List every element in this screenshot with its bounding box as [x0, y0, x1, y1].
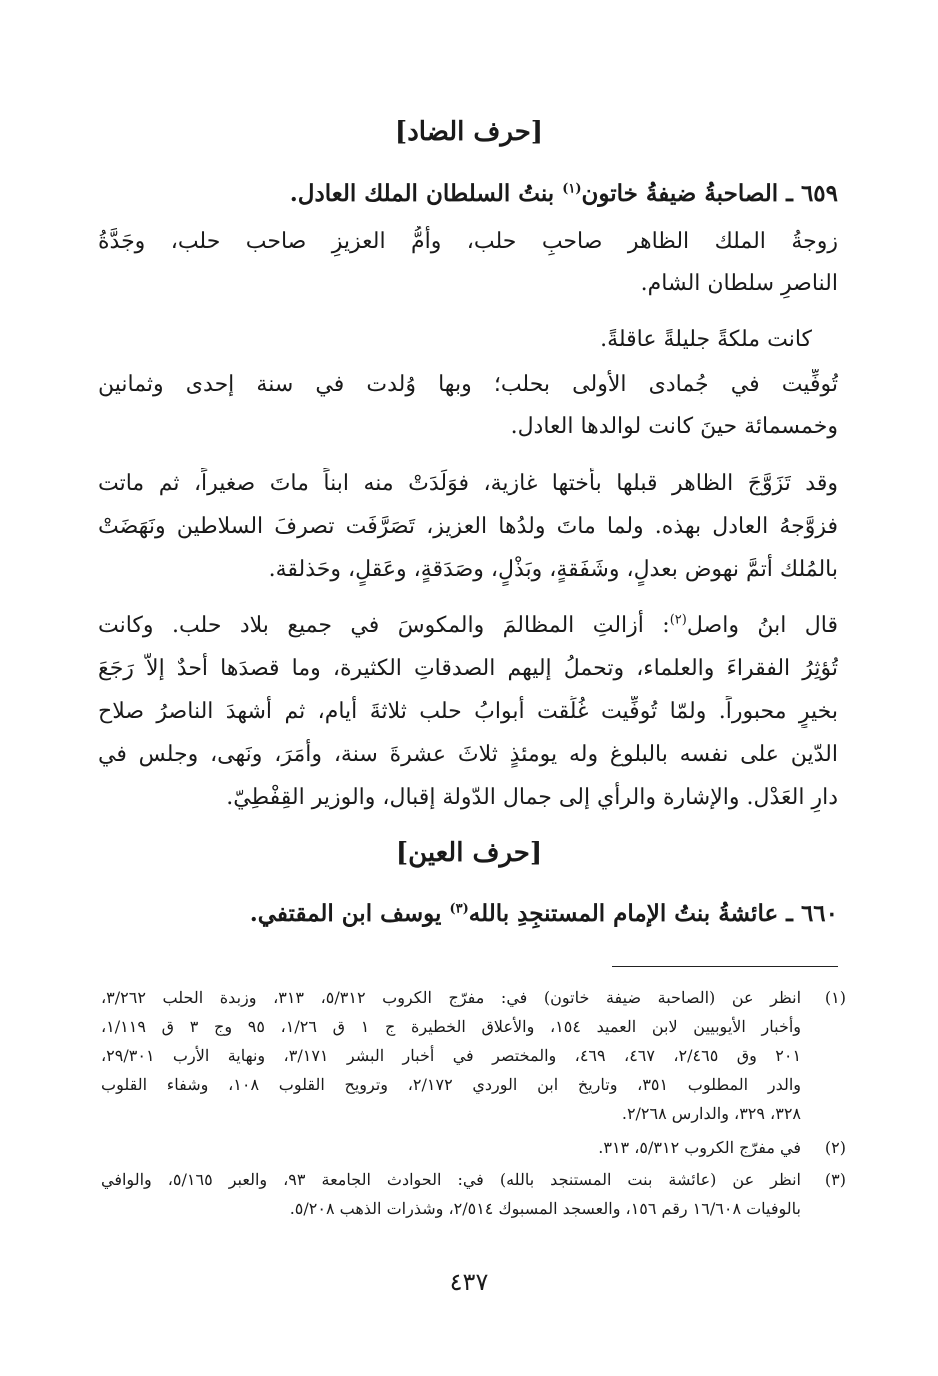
page-number: ٤٣٧ [449, 1268, 489, 1296]
footnote-ref-3[interactable]: (٣) [449, 901, 469, 917]
entry-660-name: ٦٦٠ ـ عائشةُ بنتُ الإمام المستنجِدِ بالله [468, 900, 838, 927]
paragraph-line: دارِ العَدْل. والإشارة والرأي إلى جمال الدّولة إقبال، والوزير القِفْطِيّ. [226, 785, 838, 810]
entry-660-title [250, 897, 838, 931]
paragraph-line: وخمسمائة حينَ كانت لوالدها العادل. [510, 414, 838, 439]
footnote-line: وأخبار الأيوبيين لابن العميد ١٥٤، والأعلاق الخطيرة ج ١ ق ١/٢٦، ٩٥ وج ٣ ق ١/١١٩، [101, 1017, 801, 1036]
footnote-line: انظر عن (الصاحبة ضيفة خاتون) في: مفرّج الكروب ٥/٣١٢، ٣١٣، وزبدة الحلب ٣/٢٦٢، [101, 988, 801, 1007]
footnote-line: في مفرّج الكروب ٥/٣١٢، ٣١٣. [598, 1138, 801, 1157]
paragraph-line: وقد تَزَوَّجَ الظاهر قبلها بأختها غازية، فوَلَدَتْ منه ابناً ماتَ صغيراً، ثم ماتت [98, 471, 838, 496]
paragraph-line: فزوَّجهُ العادل بهذه. ولما ماتَ ولدُها العزيز، تَصَرَّفَت تصرفَ السلاطين ونَهَضَتْ [98, 514, 838, 539]
paragraph-line: تُوفِّيت في جُمادى الأولى بحلب؛ وبها وُلدت في سنة إحدى وثمانين [98, 372, 838, 397]
paragraph-line: تُؤثِرُ الفقراءَ والعلماء، وتحملُ إليهم الصدقاتِ الكثيرة، وما قصدَها أحدٌ إلاّ رَجَعَ [98, 656, 838, 681]
paragraph-line: الدّين على نفسه بالبلوغ وله يومئذٍ ثلاثَ عشرةَ سنة، وأمَرَ، ونَهى، وجلس في [98, 742, 838, 767]
paragraph-line: الناصرِ سلطان الشام. [640, 271, 838, 296]
footnote-ref-1[interactable]: (١) [562, 181, 582, 197]
footnote-number: (٣) [824, 1170, 846, 1189]
paragraph-line: كانت ملكةً جليلةً عاقلةً. [600, 327, 812, 352]
footnote-line: والدر المطلوب ٣٥١، وتاريخ ابن الوردي ٢/١٧٢، وترويح القلوب ١٠٨، وشفاء القلوب [101, 1075, 801, 1094]
paragraph-line: بخيرٍ محبوراً. ولمّا تُوفِّيت غُلِّقت أبوابُ حلب ثلاثةَ أيام، ثم أشهدَ الناصرُ صلاح [98, 699, 838, 724]
footnote-line: ٢٠١ وق ٢/٤٦٥، ٤٦٧، ٤٦٩، والمختصر في أخبار البشر ٣/١٧١، ونهاية الأرب ٢٩/٣٠١، [101, 1046, 801, 1065]
footnote-ref-2[interactable]: (٢) [669, 612, 687, 628]
entry-659-name: ٦٥٩ ـ الصاحبةُ ضيفةُ خاتون [581, 180, 838, 207]
entry-659-name-rest: بنتُ السلطان الملك العادل. [289, 180, 563, 207]
footnote-number: (١) [824, 988, 846, 1007]
paragraph-line: بالمُلك أتمَّ نهوض بعدلٍ، وشَفَقةٍ، وبَذْلٍ، وصَدَقةٍ، وعَقلٍ، وحَذلقة. [268, 557, 838, 582]
section-heading-ayn: [حرف العين] [395, 838, 543, 868]
footnote-line: انظر عن (عائشة بنت المستنجد بالله) في: الحوادث الجامعة ٩٣، والعبر ٥/١٦٥، والوافي [101, 1170, 801, 1189]
entry-659-title [290, 177, 838, 211]
footnote-number: (٢) [824, 1138, 846, 1157]
footnote-line: ٣٢٨، ٣٢٩، والدارس ٢/٢٦٨. [621, 1104, 801, 1123]
footnote-separator [612, 966, 838, 967]
paragraph-text: قال ابنُ واصل [686, 613, 838, 638]
paragraph-line: زوجةُ الملك الظاهر صاحبِ حلب، وأمُّ العزيزِ صاحب حلب، وجَدَّةُ [98, 229, 838, 254]
paragraph-line [98, 610, 838, 642]
paragraph-text: : أزالتِ المظالمَ والمكوسَ في جميع بلاد حلب. وكانت [98, 613, 670, 638]
entry-660-name-rest: يوسف ابن المقتفي. [249, 900, 450, 927]
footnote-line: بالوفيات ١٦/٦٠٨ رقم ١٥٦، والعسجد المسبوك ٢/٥١٤، وشذرات الذهب ٥/٢٠٨. [289, 1199, 801, 1218]
section-heading-dad: [حرف الضاد] [394, 117, 544, 147]
